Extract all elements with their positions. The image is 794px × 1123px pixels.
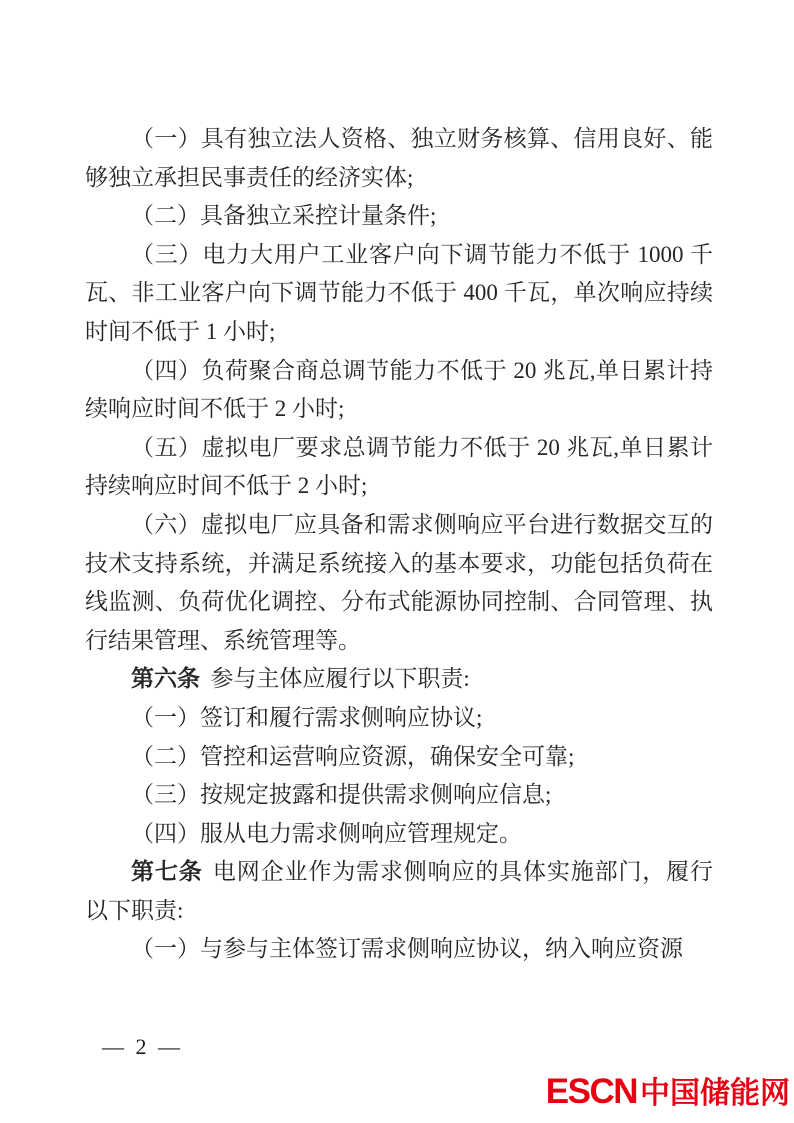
document-paragraph: [85, 120, 713, 197]
document-paragraph: [85, 197, 713, 236]
paragraph-text: （二）具备独立采控计量条件;: [131, 203, 437, 229]
document-paragraph: [85, 930, 713, 969]
document-paragraph: [85, 815, 713, 854]
article-number: 第七条: [131, 859, 203, 885]
paragraph-text: （一）签订和履行需求侧响应协议;: [131, 704, 483, 730]
paragraph-text: （六）虚拟电厂应具备和需求侧响应平台进行数据交互的技术支持系统，并满足系统接入的基本要求，功能包括负荷在线监测、负荷优化调控、分布式能源协同控制、合同管理、执行结果管理、系统管理等。: [85, 511, 713, 653]
logo-text-cjk: 中国储能网: [640, 1077, 790, 1110]
document-paragraph: [85, 776, 713, 815]
document-paragraph: [85, 352, 713, 429]
document-paragraph: [85, 429, 713, 506]
escn-logo: [546, 1068, 790, 1112]
article-number: 第六条: [131, 666, 200, 692]
paragraph-text: （一）具有独立法人资格、独立财务核算、信用良好、能够独立承担民事责任的经济实体;: [85, 126, 713, 190]
paragraph-text: （二）管控和运营响应资源，确保安全可靠;: [131, 743, 575, 769]
paragraph-text: （一）与参与主体签订需求侧响应协议，纳入响应资源: [131, 936, 683, 962]
document-body: [85, 120, 713, 969]
document-paragraph: [85, 738, 713, 777]
paragraph-text: （三）电力大用户工业客户向下调节能力不低于 1000 千瓦、非工业客户向下调节能力不低于 400 千瓦，单次响应持续时间不低于 1 小时;: [85, 241, 713, 344]
logo-text-latin: ESCN: [545, 1072, 637, 1111]
paragraph-text: 参与主体应履行以下职责:: [210, 666, 470, 692]
paragraph-text: （四）服从电力需求侧响应管理规定。: [131, 820, 522, 846]
paragraph-text: 电网企业作为需求侧响应的具体实施部门，履行以下职责:: [85, 859, 714, 923]
document-paragraph-article-6: [85, 660, 713, 699]
document-paragraph: [85, 699, 713, 738]
document-paragraph: [85, 506, 713, 660]
paragraph-text: （四）负荷聚合商总调节能力不低于 20 兆瓦,单日累计持续响应时间不低于 2 小时;: [85, 357, 713, 422]
page-number: — 2 —: [102, 1034, 183, 1059]
document-paragraph: [85, 236, 713, 352]
paragraph-text: （五）虚拟电厂要求总调节能力不低于 20 兆瓦,单日累计持续响应时间不低于 2 小时;: [85, 434, 713, 499]
document-paragraph-article-7: [85, 853, 713, 930]
paragraph-text: （三）按规定披露和提供需求侧响应信息;: [131, 782, 552, 808]
